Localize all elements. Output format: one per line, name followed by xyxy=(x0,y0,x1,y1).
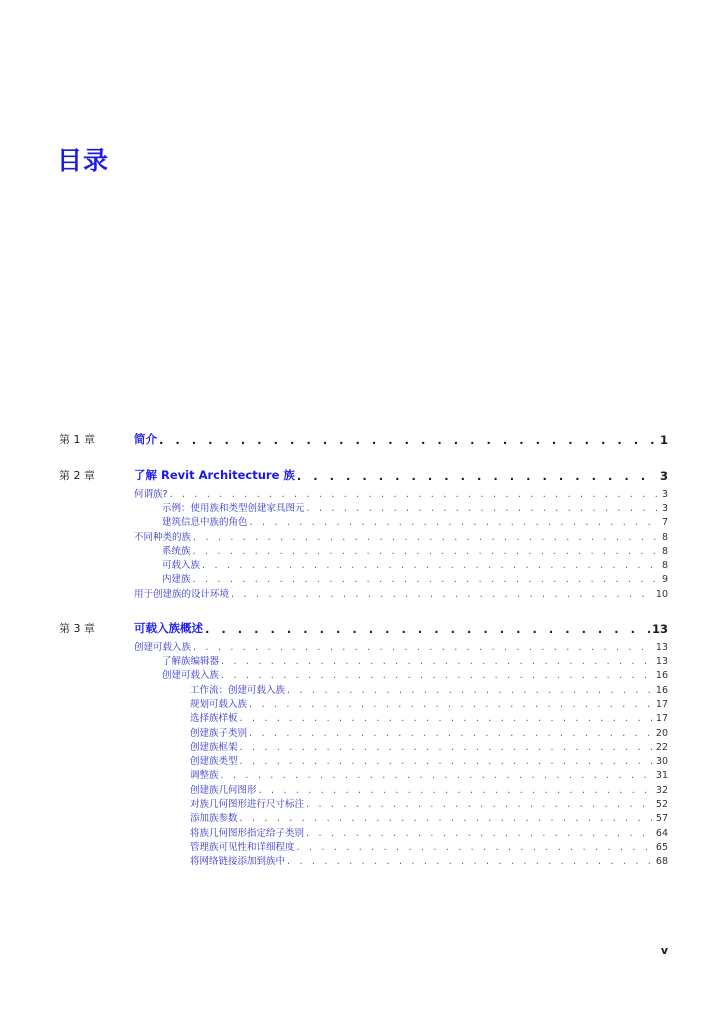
toc-entry-title: 工作流：创建可载入族 xyxy=(190,685,286,696)
chapter-label: 第 1 章 xyxy=(59,433,95,446)
leader-dots xyxy=(202,560,660,571)
leader-dots xyxy=(250,517,660,528)
toc-entry-title: 简介 xyxy=(134,432,157,446)
toc-entry[interactable] xyxy=(162,572,668,585)
toc-page-number: 13 xyxy=(655,656,668,667)
toc-entry[interactable] xyxy=(190,840,668,853)
toc-entry-title: 不同种类的族 xyxy=(134,532,192,543)
leader-dots xyxy=(297,469,658,483)
toc-entry-title: 将网络链接添加到族中 xyxy=(190,856,286,867)
toc-entry-title: 示例：使用族和类型创建家具图元 xyxy=(162,503,305,514)
toc-page-number: 3 xyxy=(661,503,668,514)
toc-entry-title: 了解 Revit Architecture 族 xyxy=(134,468,295,482)
toc-entry[interactable] xyxy=(162,515,668,528)
leader-dots xyxy=(231,589,654,600)
toc-entry-title: 创建族几何图形 xyxy=(190,785,257,796)
toc-page-number: 9 xyxy=(661,574,668,585)
toc-entry[interactable] xyxy=(134,640,668,653)
toc-entry[interactable] xyxy=(190,797,668,810)
leader-dots xyxy=(221,770,654,781)
toc-entry[interactable] xyxy=(190,754,668,767)
toc-entry[interactable] xyxy=(190,854,668,867)
toc-page-number: 13 xyxy=(655,642,668,653)
toc-entry[interactable] xyxy=(190,683,668,696)
toc-entry[interactable] xyxy=(190,726,668,739)
leader-dots xyxy=(170,489,660,500)
toc-page-number: 57 xyxy=(655,813,668,824)
toc-entry[interactable] xyxy=(190,811,668,824)
toc-entry[interactable] xyxy=(162,558,668,571)
toc-entry-title: 创建族类型 xyxy=(190,756,238,767)
leader-dots xyxy=(287,685,654,696)
toc-page-number: 31 xyxy=(655,770,668,781)
toc-page-number: 7 xyxy=(661,517,668,528)
leader-dots xyxy=(205,622,650,636)
leader-dots xyxy=(306,828,654,839)
toc-page-number: 3 xyxy=(659,469,668,483)
leader-dots xyxy=(249,699,654,710)
toc-entry[interactable] xyxy=(190,697,668,710)
toc-entry-title: 创建族子类别 xyxy=(190,728,248,739)
toc-entry[interactable] xyxy=(190,740,668,753)
toc-entry[interactable] xyxy=(134,487,668,500)
toc-entry-chapter-1[interactable] xyxy=(134,431,668,447)
leader-dots xyxy=(193,642,654,653)
toc-entry-title: 选择族样板 xyxy=(190,713,238,724)
leader-dots xyxy=(159,433,658,447)
leader-dots xyxy=(193,532,660,543)
toc-entry[interactable] xyxy=(134,530,668,543)
toc-page-number: 17 xyxy=(655,713,668,724)
leader-dots xyxy=(221,656,654,667)
leader-dots xyxy=(307,503,660,514)
leader-dots xyxy=(240,813,654,824)
toc-entry[interactable] xyxy=(134,587,668,600)
toc-entry[interactable] xyxy=(190,768,668,781)
leader-dots xyxy=(259,785,654,796)
toc-page-number: 52 xyxy=(655,799,668,810)
page-title: 目录 xyxy=(57,146,110,175)
toc-entry[interactable] xyxy=(162,654,668,667)
toc-entry[interactable] xyxy=(162,501,668,514)
toc-entry[interactable] xyxy=(162,668,668,681)
toc-entry-chapter-2[interactable] xyxy=(134,467,668,483)
toc-entry-title: 调整族 xyxy=(190,770,219,781)
leader-dots xyxy=(240,756,654,767)
toc-entry-title: 建筑信息中族的角色 xyxy=(162,517,248,528)
toc-entry[interactable] xyxy=(190,783,668,796)
toc-entry-chapter-3[interactable] xyxy=(134,620,668,636)
toc-page-number: 20 xyxy=(655,728,668,739)
leader-dots xyxy=(249,728,654,739)
toc-page-number: 3 xyxy=(661,489,668,500)
toc-page-number: 16 xyxy=(655,670,668,681)
toc-entry[interactable] xyxy=(190,826,668,839)
toc-page-number: 68 xyxy=(655,856,668,867)
toc-entry-title: 可载入族 xyxy=(162,560,201,571)
toc-page-number: 17 xyxy=(655,699,668,710)
toc-page-number: 32 xyxy=(655,785,668,796)
toc-page-number: 30 xyxy=(655,756,668,767)
toc-page-number: 10 xyxy=(655,589,668,600)
toc-entry-title: 创建可载入族 xyxy=(162,670,220,681)
toc-page-number: 8 xyxy=(661,546,668,557)
toc-entry-title: 系统族 xyxy=(162,546,191,557)
toc-page-number: 16 xyxy=(655,685,668,696)
page-number: v xyxy=(660,944,668,957)
toc-entry-title: 管理族可见性和详细程度 xyxy=(190,842,295,853)
leader-dots xyxy=(221,670,654,681)
toc-entry[interactable] xyxy=(162,544,668,557)
chapter-label: 第 3 章 xyxy=(59,622,95,635)
toc-entry-title: 对族几何图形进行尺寸标注 xyxy=(190,799,305,810)
toc-entry-title: 创建可载入族 xyxy=(134,642,192,653)
toc-entry-title: 创建族框架 xyxy=(190,742,238,753)
leader-dots xyxy=(240,742,654,753)
chapter-label: 第 2 章 xyxy=(59,469,95,482)
toc-page-number: 13 xyxy=(651,622,668,636)
leader-dots xyxy=(306,799,654,810)
leader-dots xyxy=(240,713,654,724)
toc-entry-title: 将族几何图形指定给子类别 xyxy=(190,828,305,839)
toc-page-number: 8 xyxy=(661,560,668,571)
toc-entry-title: 内建族 xyxy=(162,574,191,585)
toc-page-number: 1 xyxy=(659,433,668,447)
toc-entry-title: 可载入族概述 xyxy=(134,621,203,635)
toc-entry-title: 何谓族? xyxy=(134,489,168,500)
toc-page-number: 8 xyxy=(661,532,668,543)
toc-entry-title: 规划可载入族 xyxy=(190,699,248,710)
toc-entry-title: 了解族编辑器 xyxy=(162,656,220,667)
leader-dots xyxy=(287,856,654,867)
toc-entry-title: 用于创建族的设计环境 xyxy=(134,589,230,600)
leader-dots xyxy=(193,546,660,557)
toc-entry[interactable] xyxy=(190,711,668,724)
leader-dots xyxy=(193,574,660,585)
toc-entry-title: 添加族参数 xyxy=(190,813,238,824)
toc-page-number: 65 xyxy=(655,842,668,853)
leader-dots xyxy=(297,842,654,853)
toc-page-number: 22 xyxy=(655,742,668,753)
toc-page-number: 64 xyxy=(655,828,668,839)
